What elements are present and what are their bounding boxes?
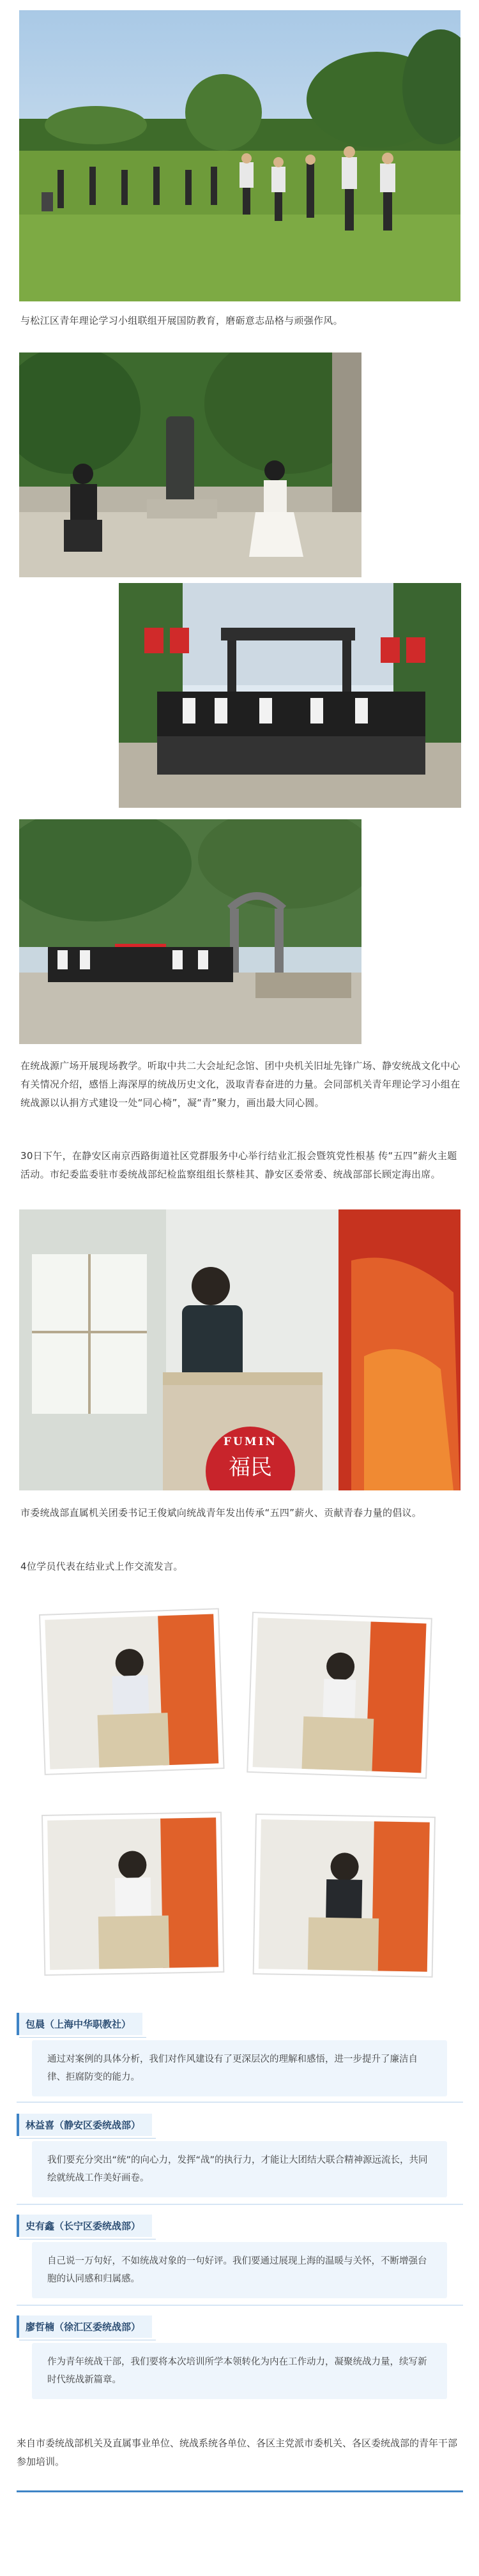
- divider: [17, 2102, 463, 2103]
- group-photo-with-flag: [19, 819, 361, 1044]
- speaker-name: 林益喜（静安区委统战部）: [17, 2114, 152, 2136]
- speaker-quote-2: [17, 2114, 463, 2197]
- speaker-name: 包晨（上海中华职教社）: [17, 2013, 142, 2035]
- divider: [17, 2204, 463, 2205]
- footer-note: 来自市委统战部机关及直属事业单位、统战系统各单位、各区主党派市委机关、各区委统战部的青年干部参加培训。: [17, 2437, 458, 2467]
- speaker-quote-text: 自己说一万句好，不如统战对象的一句好评。我们要通过展现上海的温暖与关怀，不断增强台胞的认同感和归属感。: [32, 2242, 447, 2298]
- divider: [17, 2305, 463, 2306]
- caption-field-teaching: 在统战源广场开展现场教学。听取中共二大会址纪念馆、团中央机关旧址先锋广场、静安统战文化中心有关情况介绍，感悟上海深厚的统战历史文化，汲取青春奋进的力量。会同部机关青年理论学习小组在统战源以认捐方式建设一处“同心椅”，凝“青”聚力，画出最大同心圆。: [20, 1060, 460, 1109]
- group-exercise-photo: [19, 10, 460, 301]
- footer-border: [17, 2490, 463, 2492]
- speaker-quote-text: 通过对案例的具体分析，我们对作风建设有了更深层次的理解和感悟，进一步提升了廉洁自律、拒腐防变的能力。: [32, 2040, 447, 2096]
- podium-logo: [206, 1427, 295, 1490]
- speaker-collage: [17, 1592, 463, 1994]
- speaker-podium-photo: [19, 1209, 460, 1490]
- podium-logo-chinese: 福民: [229, 1455, 272, 1480]
- monument-photo: [19, 352, 361, 577]
- caption-national-defense: 与松江区青年理论学习小组联组开展国防教育，磨砺意志品格与顽强作风。: [20, 315, 343, 326]
- caption-proposal: 市委统战部直属机关团委书记王俊斌向统战青年发出传承“五四”薪火、贡献青春力量的倡议。: [20, 1507, 422, 1519]
- speaker-quote-4: [17, 2315, 463, 2399]
- speaker-quote-1: [17, 2013, 463, 2096]
- speaker-name: 史有鑫（长宁区委统战部）: [17, 2215, 152, 2237]
- article-page: [17, 0, 463, 2576]
- caption-student-representatives: 4位学员代表在结业式上作交流发言。: [20, 1561, 183, 1572]
- group-photo-under-arch: [119, 583, 461, 808]
- caption-closing-ceremony: 30日下午，在静安区南京西路街道社区党群服务中心举行结业汇报会暨筑党性根基 传“五四”薪火主题活动。市纪委监委驻市委统战部纪检监察组组长蔡桂其、静安区委常委、统战部部长顾定海出席。: [20, 1150, 457, 1180]
- speaker-quote-text: 作为青年统战干部，我们要将本次培训所学本领转化为内在工作动力，凝聚统战力量，续写新时代统战新篇章。: [32, 2343, 447, 2399]
- speaker-quote-3: [17, 2215, 463, 2298]
- speaker-quote-text: 我们要充分突出“统”的向心力，发挥“战”的执行力，才能让大团结大联合精神源远流长，共同绘就统战工作美好画卷。: [32, 2141, 447, 2197]
- podium-logo-latin: FUMIN: [223, 1436, 278, 1448]
- speaker-name: 廖哲楠（徐汇区委统战部）: [17, 2315, 152, 2338]
